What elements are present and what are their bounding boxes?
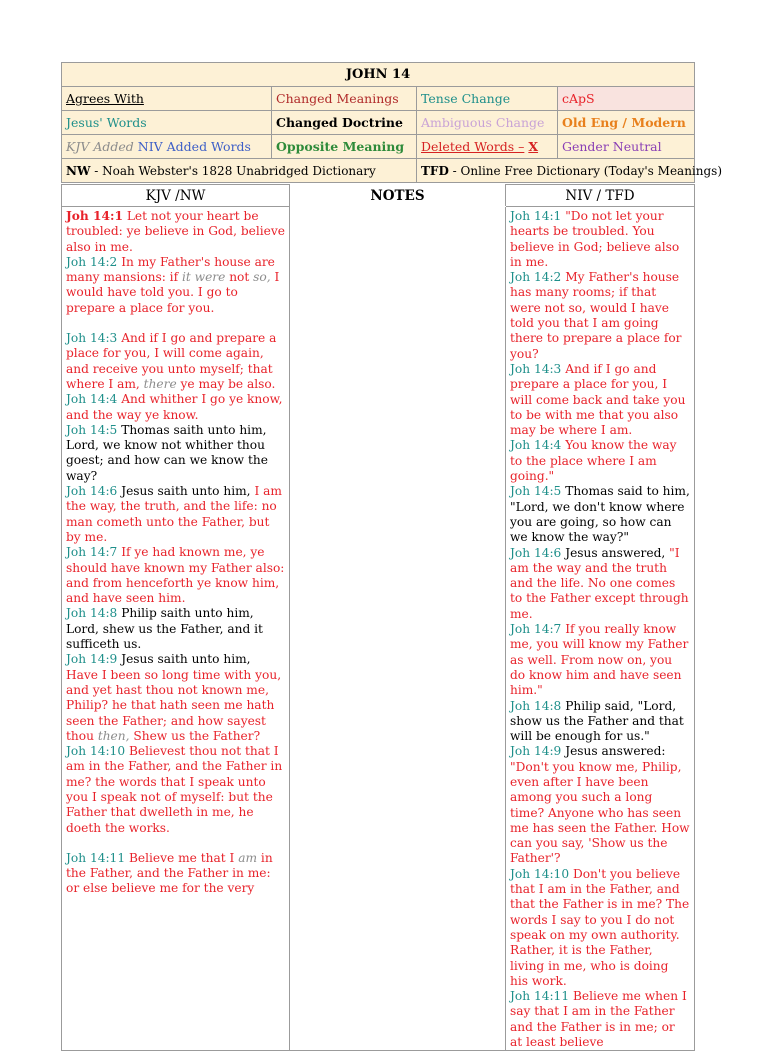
legend-caps: cApS <box>558 87 695 111</box>
niv-verse-4 <box>510 438 690 484</box>
verse-text: My Father's house has many rooms; if that were not so, would I have told you that I am going there to prepare a place for you? <box>510 270 682 361</box>
legend-opposite-meaning: Opposite Meaning <box>272 135 417 159</box>
verse-text: Believe me when I say that I am in the Father and the Father is in me; or at least believe <box>510 989 687 1050</box>
kjv-added-word: there <box>143 376 177 391</box>
legend-deleted-label: Deleted Words – <box>421 139 525 154</box>
verse-ref: Joh 14:10 <box>510 866 570 881</box>
kjv-added-word: am <box>238 850 258 865</box>
verse-ref: Joh 14:10 <box>66 744 126 759</box>
niv-verse-8 <box>510 699 690 745</box>
header-notes: NOTES <box>290 185 506 207</box>
niv-verse-10 <box>510 867 690 989</box>
jesus-words: I am the way, the truth, and the life: no man cometh unto the Father, but by me. <box>66 484 282 544</box>
verse-ref: Joh 14:7 <box>510 622 562 637</box>
verse-text: Thomas saith unto him, Lord, we know not whither thou goest; and how can we know the way? <box>66 422 268 483</box>
verse-text: ye may be also. <box>176 376 276 391</box>
legend-old-eng-modern: Old Eng / Modern <box>558 111 695 135</box>
verse-text: in the Father, and the Father in me: or else believe me for the very <box>66 850 273 896</box>
verse-ref: Joh 14:4 <box>510 438 562 453</box>
kjv-added-word: then, <box>97 728 130 743</box>
verse-text: You know the way to the place where I am going." <box>510 438 677 484</box>
legend-changed-meanings: Changed Meanings <box>272 87 417 111</box>
verse-ref: Joh 14:5 <box>66 422 118 437</box>
niv-column <box>506 207 695 1051</box>
legend-tfd-definition <box>417 159 723 183</box>
verse-text: Let not your heart be troubled: ye believe in God, believe also in me. <box>66 209 285 254</box>
verse-ref: Joh 14:9 <box>510 744 562 759</box>
document-page <box>61 62 723 1051</box>
header-kjv: KJV /NW <box>62 185 290 207</box>
kjv-verse-10 <box>66 744 285 836</box>
verse-text: And whither I go ye know, and the way ye know. <box>66 392 283 422</box>
niv-verse-2 <box>510 270 690 362</box>
jesus-words: "Don't you know me, Philip, even after I have been among you such a long time? Anyone who has seen me has seen the Father. How can you say, 'Show us the Father'? <box>510 759 690 866</box>
niv-verse-7 <box>510 622 690 698</box>
jesus-words: "I am the way and the truth and the life. No one comes to the Father except through me. <box>510 545 689 621</box>
verse-ref: Joh 14:1 <box>510 209 562 223</box>
kjv-verse-5 <box>66 423 285 484</box>
verse-ref: Joh 14:2 <box>510 270 562 285</box>
niv-verse-1 <box>510 209 690 270</box>
jesus-words: Shew us the Father? <box>129 728 261 743</box>
kjv-added-word: so, <box>253 270 271 285</box>
niv-verse-5 <box>510 484 690 545</box>
verse-text: Philip saith unto him, Lord, shew us the Father, and it sufficeth us. <box>66 606 263 652</box>
verse-text: Jesus answered: <box>561 744 666 759</box>
legend-changed-doctrine: Changed Doctrine <box>272 111 417 135</box>
verse-ref: Joh 14:6 <box>66 484 118 499</box>
verse-ref: Joh 14:8 <box>66 606 118 621</box>
kjv-verse-4 <box>66 392 285 423</box>
verse-ref: Joh 14:7 <box>66 545 118 560</box>
kjv-verse-1 <box>66 209 285 255</box>
verse-text: If you really know me, you will know my Father as well. From now on, you do know him and have seen him." <box>510 622 689 698</box>
kjv-verse-9 <box>66 652 285 744</box>
tfd-text: - Online Free Dictionary (Today's Meanings) <box>448 163 723 178</box>
nw-text: - Noah Webster's 1828 Unabridged Dictionary <box>90 163 376 178</box>
nw-abbr: NW <box>66 163 91 178</box>
kjv-verse-11 <box>66 851 285 897</box>
kjv-column <box>62 207 290 1051</box>
legend-added-words <box>62 135 272 159</box>
legend-niv-added: NIV Added Words <box>137 139 251 154</box>
header-niv: NIV / TFD <box>506 185 695 207</box>
niv-verse-9 <box>510 744 690 866</box>
verse-text: "Do not let your hearts be troubled. You believe in God; believe also in me. <box>510 209 680 269</box>
legend-ambiguous-change: Ambiguous Change <box>417 111 558 135</box>
kjv-verse-3 <box>66 331 285 392</box>
comparison-table <box>61 184 695 1051</box>
kjv-verse-8 <box>66 606 285 652</box>
verse-text: Don't you believe that I am in the Father, and that the Father is in me? The words I say to you I do not speak on my own authority. Rather, it is the Father, living in me, who is doing his work. <box>510 866 690 988</box>
verse-ref: Joh 14:8 <box>510 698 562 713</box>
verse-text: I would have told you. I go to prepare a place for you. <box>66 270 280 315</box>
notes-column <box>290 207 506 1051</box>
verse-text: In my Father's house are many mansions: if <box>66 254 275 285</box>
kjv-verse-6 <box>66 484 285 545</box>
legend-agrees-with: Agrees With <box>62 87 272 111</box>
legend-table <box>61 62 723 183</box>
jesus-words: Have I been so long time with you, and yet hast thou not known me, Philip? he that hath seen me hath seen the Father; and how sayest thou <box>66 667 282 743</box>
verse-ref: Joh 14:1 <box>66 209 123 223</box>
verse-text: If ye had known me, ye should have known my Father also: and from henceforth ye know him, and have seen him. <box>66 545 285 606</box>
niv-verse-11 <box>510 989 690 1050</box>
legend-kjv-added: KJV Added <box>66 139 134 154</box>
verse-ref: Joh 14:11 <box>510 989 570 1004</box>
verse-ref: Joh 14:2 <box>66 254 118 269</box>
tfd-abbr: TFD <box>421 163 449 178</box>
verse-ref: Joh 14:4 <box>66 392 118 407</box>
verse-ref: Joh 14:11 <box>66 850 126 865</box>
verse-text: Jesus saith unto him, <box>117 484 255 499</box>
verse-text: And if I go and prepare a place for you, I will come back and take you to be with me that you also may be where I am. <box>510 361 686 438</box>
niv-verse-6 <box>510 546 690 622</box>
niv-verse-3 <box>510 362 690 438</box>
legend-jesus-words: Jesus' Words <box>62 111 272 135</box>
verse-text: not <box>225 270 254 285</box>
legend-deleted-x: X <box>528 139 539 154</box>
verse-ref: Joh 14:3 <box>510 361 562 376</box>
legend-tense-change: Tense Change <box>417 87 558 111</box>
legend-gender-neutral: Gender Neutral <box>558 135 695 159</box>
verse-ref: Joh 14:9 <box>66 652 118 667</box>
legend-nw-definition <box>62 159 417 183</box>
kjv-verse-2 <box>66 255 285 316</box>
verse-ref: Joh 14:3 <box>66 331 118 346</box>
legend-deleted-words <box>417 135 558 159</box>
verse-text: And if I go and prepare a place for you, I will come again, and receive you unto myself; that where I am, <box>66 331 277 391</box>
verse-text: Jesus answered, <box>561 545 670 560</box>
verse-text: Believest thou not that I am in the Father, and the Father in me? the words that I speak unto you I speak not of myself: but the Father that dwelleth in me, he doeth the works. <box>66 744 283 835</box>
chapter-title: JOHN 14 <box>62 63 695 87</box>
kjv-verse-7 <box>66 545 285 606</box>
kjv-added-word: it were <box>181 270 226 285</box>
verse-ref: Joh 14:5 <box>510 484 562 499</box>
verse-text: Philip said, "Lord, show us the Father and that will be enough for us." <box>510 698 684 744</box>
verse-ref: Joh 14:6 <box>510 545 562 560</box>
verse-text: Jesus saith unto him, <box>117 652 251 667</box>
verse-text: Believe me that I <box>125 850 239 865</box>
verse-text: Thomas said to him, "Lord, we don't know where you are going, so how can we know the way?" <box>510 484 690 545</box>
